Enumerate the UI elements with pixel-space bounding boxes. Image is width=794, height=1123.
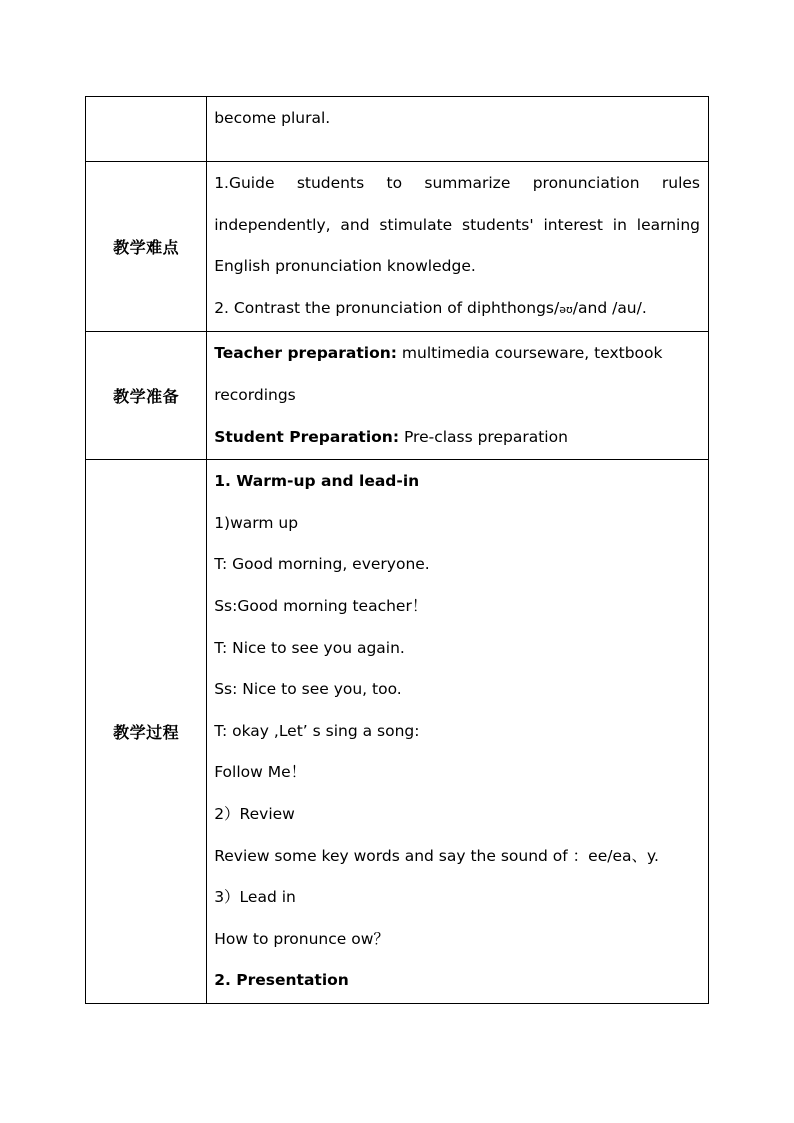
row-label-cell <box>86 97 207 162</box>
section-heading: 2. Presentation <box>214 971 349 990</box>
content-line: Ss:Good morning teacher！ <box>214 596 428 615</box>
content-line: independently, and stimulate students' interest in learning <box>214 215 700 234</box>
contrast-suffix: /and /au/. <box>572 298 647 317</box>
content-line: English pronunciation knowledge. <box>214 257 476 276</box>
content-line <box>214 333 700 375</box>
content-line: Review some key words and say the sound of ：ee/ea、y. <box>214 846 659 865</box>
table-row <box>86 332 709 460</box>
row-label-teaching-process: 教学过程 <box>86 460 207 1004</box>
lesson-plan-table <box>85 96 709 1004</box>
teacher-preparation-text: multimedia courseware, textbook <box>396 344 663 363</box>
row-content-cell <box>207 332 709 460</box>
content-line: 1)warm up <box>214 513 299 532</box>
ipa-symbol: əʊ <box>559 302 573 316</box>
row-content-cell <box>207 460 709 1004</box>
content-line: T: okay ,Let’ s sing a song: <box>214 721 420 740</box>
content-line: 1.Guide students to summarize pronunciation rules <box>214 174 700 192</box>
content-line: 2）Review <box>214 804 295 823</box>
content-line <box>214 417 700 459</box>
row-content-cell <box>207 97 709 162</box>
content-line: Ss: Nice to see you, too. <box>214 680 402 699</box>
student-preparation-text: Pre-class preparation <box>399 427 568 446</box>
content-line <box>214 288 700 331</box>
row-content-cell <box>207 162 709 332</box>
table-row <box>86 460 709 1004</box>
row-label-teaching-preparation: 教学准备 <box>86 332 207 460</box>
row-label-teaching-difficulties: 教学难点 <box>86 162 207 332</box>
content-line: 3）Lead in <box>214 888 296 907</box>
content-line: recordings <box>214 385 296 404</box>
content-line: Follow Me！ <box>214 763 307 782</box>
table-row <box>86 97 709 162</box>
contrast-prefix: 2. Contrast the pronunciation of diphthongs/ <box>214 298 560 317</box>
content-line: T: Nice to see you again. <box>214 638 405 657</box>
section-heading: 1. Warm-up and lead-in <box>214 472 420 491</box>
content-line: T: Good morning, everyone. <box>214 555 430 574</box>
content-line: How to pronunce ow？ <box>214 929 389 948</box>
student-preparation-label: Student Preparation: <box>214 427 400 446</box>
content-line: become plural. <box>214 109 331 127</box>
teacher-preparation-label: Teacher preparation: <box>214 344 397 363</box>
table-row <box>86 162 709 332</box>
